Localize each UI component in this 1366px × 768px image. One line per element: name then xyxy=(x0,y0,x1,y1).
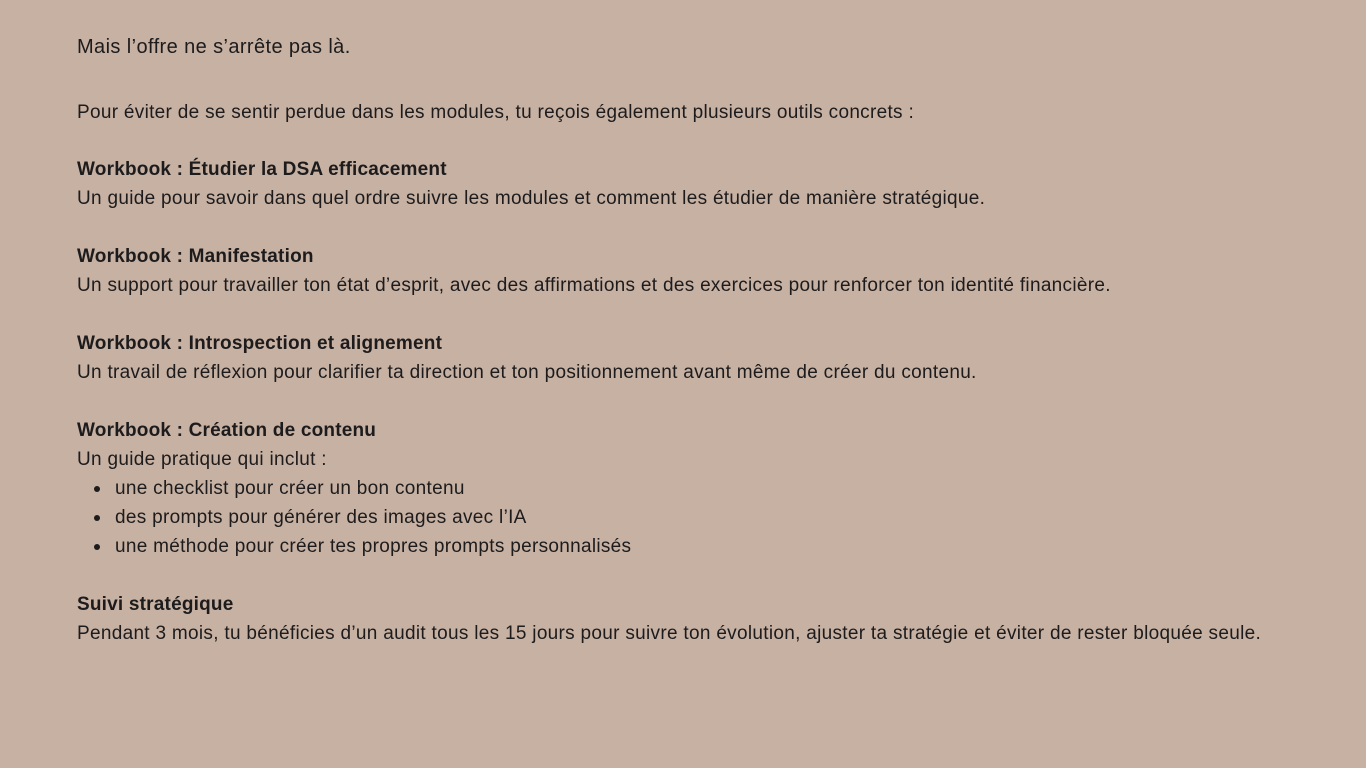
section-workbook-manifestation xyxy=(77,242,1295,300)
intro-paragraph: Pour éviter de se sentir perdue dans les modules, tu reçois également plusieurs outils concrets : xyxy=(77,102,915,123)
section-heading: Workbook : Introspection et alignement xyxy=(77,333,443,354)
section-suivi-strategique xyxy=(77,590,1295,648)
list-item-text: une méthode pour créer tes propres prompts personnalisés xyxy=(115,536,632,557)
list-item-text: une checklist pour créer un bon contenu xyxy=(115,478,465,499)
list-item xyxy=(77,474,1295,503)
bullet-icon xyxy=(94,515,100,521)
list-item xyxy=(77,532,1295,561)
section-body: Un guide pour savoir dans quel ordre suivre les modules et comment les étudier de manière stratégique. xyxy=(77,188,986,209)
section-heading: Suivi stratégique xyxy=(77,594,234,615)
list-item xyxy=(77,503,1295,532)
section-body: Un travail de réflexion pour clarifier ta direction et ton positionnement avant même de créer du contenu. xyxy=(77,362,977,383)
section-workbook-creation-contenu xyxy=(77,416,1295,561)
section-body: Un guide pratique qui inclut : xyxy=(77,449,327,470)
section-workbook-introspection xyxy=(77,329,1295,387)
bullet-list xyxy=(77,474,1295,561)
section-body: Pendant 3 mois, tu bénéficies d’un audit tous les 15 jours pour suivre ton évolution, ajuster ta stratégie et éviter de rester bloquée seule. xyxy=(77,623,1262,644)
section-heading: Workbook : Étudier la DSA efficacement xyxy=(77,159,447,180)
list-item-text: des prompts pour générer des images avec l’IA xyxy=(115,507,527,528)
section-heading: Workbook : Manifestation xyxy=(77,246,314,267)
section-body: Un support pour travailler ton état d’esprit, avec des affirmations et des exercices pour renforcer ton identité financière. xyxy=(77,275,1111,296)
section-heading: Workbook : Création de contenu xyxy=(77,420,377,441)
page-title: Mais l’offre ne s’arrête pas là. xyxy=(77,36,351,58)
bullet-icon xyxy=(94,544,100,550)
section-workbook-dsa xyxy=(77,155,1295,213)
bullet-icon xyxy=(94,486,100,492)
